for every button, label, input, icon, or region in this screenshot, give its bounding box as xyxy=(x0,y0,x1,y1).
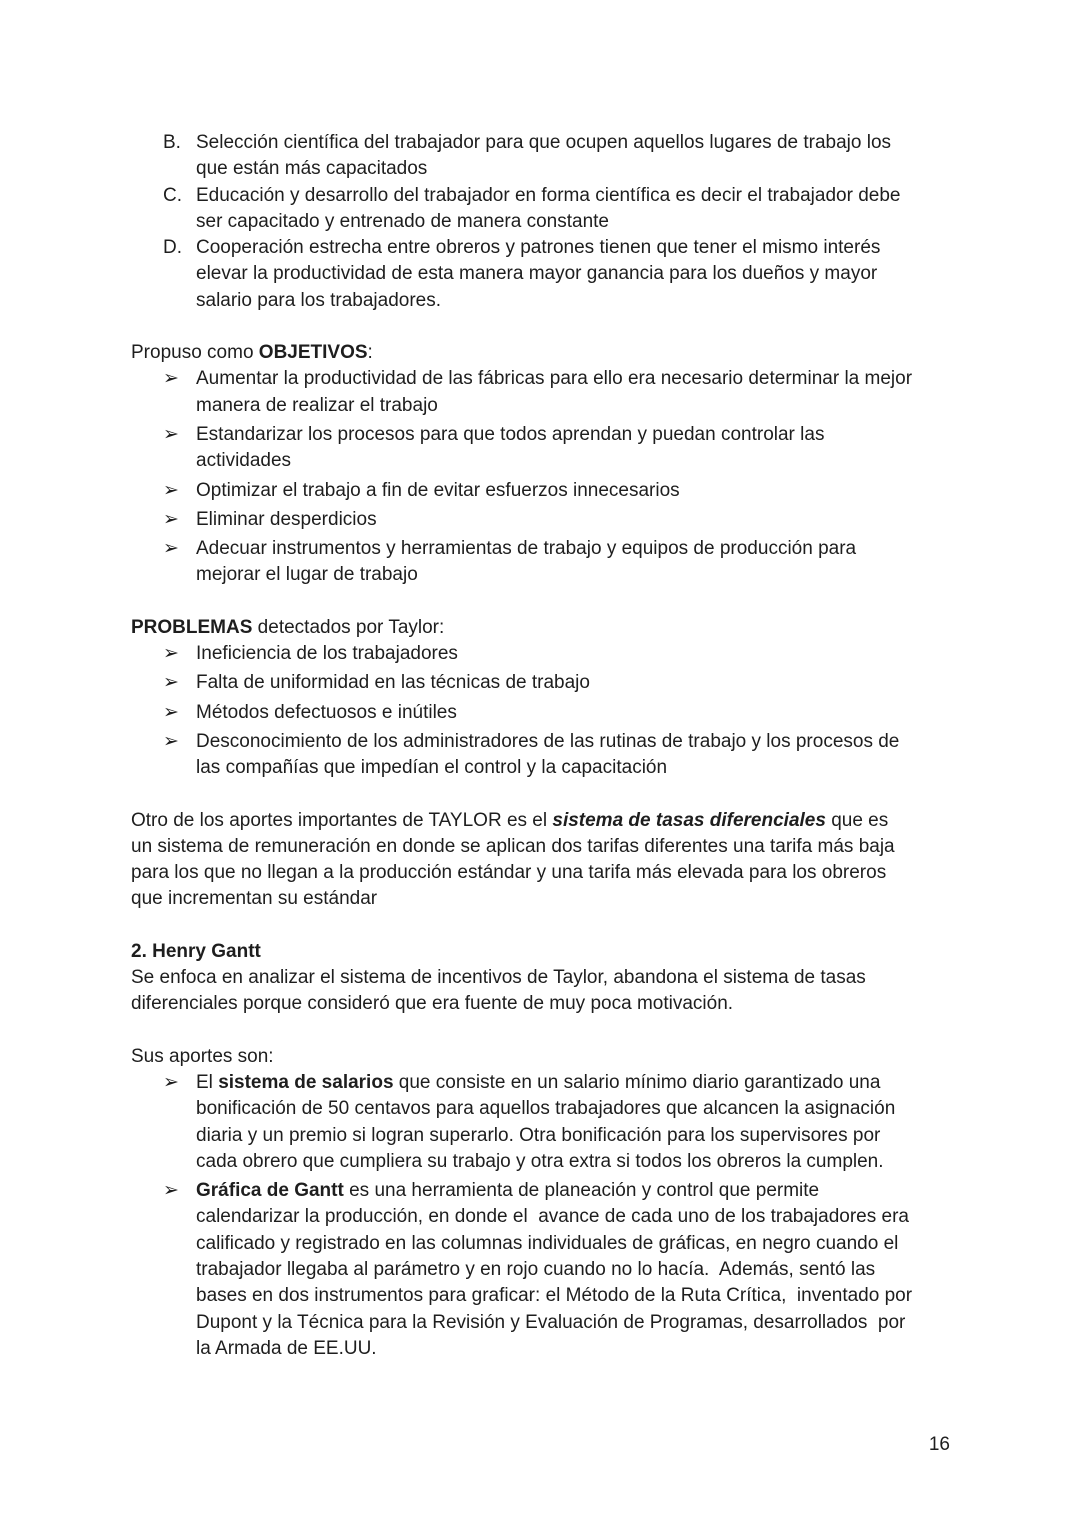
text-segment: Educación y desarrollo del trabajador en forma científica es decir el trabajador debe xyxy=(196,184,901,206)
text-segment: bases en dos instrumentos para graficar: el Método de la Ruta Crítica, inventado por xyxy=(196,1285,913,1307)
text-segment: Falta de uniformidad en las técnicas de trabajo xyxy=(196,672,590,694)
text-line xyxy=(131,834,961,860)
paragraph xyxy=(131,1044,961,1070)
emphasized-text: 2. Henry Gantt xyxy=(131,940,261,962)
arrow-bullet-icon: ➢ xyxy=(163,730,179,752)
arrow-bullet-icon: ➢ xyxy=(163,479,179,501)
text-line xyxy=(196,1149,961,1175)
text-segment: : xyxy=(367,342,373,364)
text-segment: mejorar el lugar de trabajo xyxy=(196,564,418,586)
text-line xyxy=(196,729,961,755)
list-marker: C. xyxy=(163,184,182,206)
text-segment: las compañías que impedían el control y la capacitación xyxy=(196,757,668,779)
text-line xyxy=(131,991,961,1017)
emphasized-text: Gráfica de Gantt xyxy=(196,1180,344,1202)
text-line xyxy=(196,130,961,156)
text-line xyxy=(196,183,961,209)
list-marker: D. xyxy=(163,237,182,259)
text-segment: un sistema de remuneración en donde se aplican dos tarifas diferentes una tarifa más baja xyxy=(131,835,895,857)
list-item xyxy=(131,536,961,589)
text-segment: Sus aportes son: xyxy=(131,1045,274,1067)
text-line xyxy=(131,1044,961,1070)
text-segment: Estandarizar los procesos para que todos aprendan y puedan controlar las xyxy=(196,423,825,445)
list-item xyxy=(131,478,961,504)
text-line xyxy=(196,366,961,392)
page-number: 16 xyxy=(928,1434,950,1455)
text-segment: cada obrero que cumpliera su trabajo y otra extra si todos los obreros la cumplen. xyxy=(196,1150,884,1172)
list-marker: B. xyxy=(163,132,181,153)
text-line xyxy=(131,615,961,641)
text-line xyxy=(196,1231,961,1257)
text-segment: es una herramienta de planeación y control que permite xyxy=(343,1180,820,1202)
text-segment: bonificación de 50 centavos para aquellos trabajadores que alcancen la asignación xyxy=(196,1098,896,1120)
text-line xyxy=(196,536,961,562)
list-item xyxy=(131,641,961,667)
list-item xyxy=(131,507,961,533)
paragraph xyxy=(131,808,961,913)
text-line xyxy=(131,808,961,834)
text-segment: Eliminar desperdicios xyxy=(196,508,377,530)
text-segment: que incrementan su estándar xyxy=(131,888,378,910)
text-segment: Métodos defectuosos e inútiles xyxy=(196,701,457,723)
arrow-bullet-icon: ➢ xyxy=(163,643,179,665)
paragraph xyxy=(131,615,961,641)
list-item xyxy=(131,130,961,183)
list-item xyxy=(131,422,961,475)
arrow-bullet-icon: ➢ xyxy=(163,423,179,445)
arrow-bullet-icon: ➢ xyxy=(163,1071,179,1093)
text-segment: Ineficiencia de los trabajadores xyxy=(196,643,458,665)
text-line xyxy=(196,478,961,504)
emphasized-text: PROBLEMAS xyxy=(131,616,253,638)
text-line xyxy=(196,507,961,533)
text-line xyxy=(196,1178,961,1204)
text-line xyxy=(131,860,961,886)
list-item xyxy=(131,670,961,696)
text-line xyxy=(196,562,961,588)
text-segment: trabajador llegaba al parámetro y en rojo cuando no lo hacía. Además, sentó las xyxy=(196,1258,876,1280)
text-line xyxy=(196,1204,961,1230)
document-body xyxy=(131,130,961,1362)
list-item xyxy=(131,366,961,419)
text-segment: que están más capacitados xyxy=(196,158,428,180)
text-segment: detectados por Taylor: xyxy=(252,616,445,638)
text-line xyxy=(196,261,961,287)
text-line xyxy=(196,422,961,448)
text-line xyxy=(196,448,961,474)
paragraph xyxy=(131,939,961,1018)
emphasized-text: OBJETIVOS xyxy=(258,342,368,364)
text-line xyxy=(196,700,961,726)
text-segment: Desconocimiento de los administradores de las rutinas de trabajo y los procesos de xyxy=(196,730,900,752)
list-item xyxy=(131,235,961,314)
text-segment: que consiste en un salario mínimo diario garantizado una xyxy=(393,1071,881,1093)
text-line xyxy=(196,1310,961,1336)
text-line xyxy=(196,1070,961,1096)
text-line xyxy=(196,156,961,182)
text-line xyxy=(131,939,961,965)
emphasized-text: sistema de tasas diferenciales xyxy=(552,809,826,831)
text-line xyxy=(196,1336,961,1362)
text-line xyxy=(196,641,961,667)
text-segment: Optimizar el trabajo a fin de evitar esfuerzos innecesarios xyxy=(196,479,680,501)
text-segment: calendarizar la producción, en donde el avance de cada uno de los trabajadores era xyxy=(196,1206,909,1228)
text-segment: para los que no llegan a la producción estándar y una tarifa más elevada para los obreros xyxy=(131,862,887,884)
text-line xyxy=(196,235,961,261)
text-segment: Selección científica del trabajador para que ocupen aquellos lugares de trabajo los xyxy=(196,132,892,153)
text-segment: El xyxy=(196,1071,219,1093)
text-line xyxy=(196,1123,961,1149)
text-segment: salario para los trabajadores. xyxy=(196,289,442,311)
text-segment: diaria y un premio si logran superarlo. Otra bonificación para los supervisores por xyxy=(196,1124,881,1146)
text-segment: elevar la productividad de esta manera mayor ganancia para los dueños y mayor xyxy=(196,263,878,285)
text-segment: Propuso como xyxy=(131,342,259,364)
text-line xyxy=(196,393,961,419)
arrow-bullet-icon: ➢ xyxy=(163,672,179,694)
text-line xyxy=(131,340,961,366)
text-line xyxy=(131,965,961,991)
arrow-bullet-icon: ➢ xyxy=(163,368,179,390)
list-item xyxy=(131,700,961,726)
emphasized-text: sistema de salarios xyxy=(218,1071,394,1093)
list-item xyxy=(131,1178,961,1362)
text-line xyxy=(196,1257,961,1283)
arrow-bullet-icon: ➢ xyxy=(163,701,179,723)
list-item xyxy=(131,729,961,782)
text-line xyxy=(196,670,961,696)
text-segment: calificado y registrado en las columnas individuales de gráficas, en negro cuando el xyxy=(196,1232,899,1254)
text-line xyxy=(196,755,961,781)
text-segment: Se enfoca en analizar el sistema de incentivos de Taylor, abandona el sistema de tasas xyxy=(131,967,866,989)
text-line xyxy=(131,886,961,912)
list-item xyxy=(131,183,961,236)
arrow-bullet-icon: ➢ xyxy=(163,538,179,560)
text-segment: ser capacitado y entrenado de manera constante xyxy=(196,210,609,232)
text-segment: Aumentar la productividad de las fábricas para ello era necesario determinar la mejor xyxy=(196,368,913,390)
text-segment: Adecuar instrumentos y herramientas de trabajo y equipos de producción para xyxy=(196,538,857,560)
arrow-bullet-icon: ➢ xyxy=(163,1180,179,1202)
text-segment: Cooperación estrecha entre obreros y patrones tienen que tener el mismo interés xyxy=(196,237,881,259)
text-line xyxy=(196,1096,961,1122)
text-segment: que es xyxy=(825,809,889,831)
text-segment: actividades xyxy=(196,450,292,472)
paragraph xyxy=(131,340,961,366)
text-segment: manera de realizar el trabajo xyxy=(196,394,438,416)
list-item xyxy=(131,1070,961,1175)
text-segment: la Armada de EE.UU. xyxy=(196,1337,377,1359)
text-line xyxy=(196,288,961,314)
text-segment: Dupont y la Técnica para la Revisión y Evaluación de Programas, desarrollados por xyxy=(196,1311,906,1333)
text-line xyxy=(196,1283,961,1309)
arrow-bullet-icon: ➢ xyxy=(163,508,179,530)
text-segment: diferenciales porque consideró que era fuente de muy poca motivación. xyxy=(131,993,734,1015)
text-line xyxy=(196,209,961,235)
text-segment: Otro de los aportes importantes de TAYLOR es el xyxy=(131,809,553,831)
